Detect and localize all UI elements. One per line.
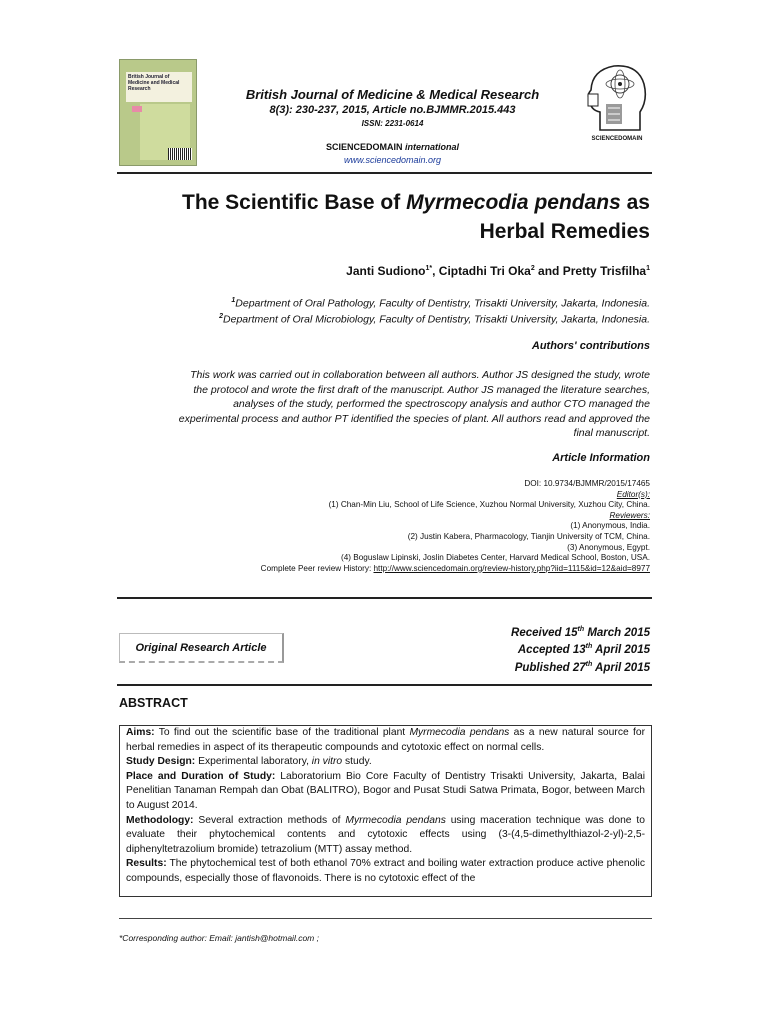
cover-title: British Journal of Medicine and Medical Research — [128, 74, 180, 92]
journal-cover-thumbnail — [119, 59, 197, 166]
reviewers-label: Reviewers: — [609, 510, 650, 520]
reviewer: (1) Anonymous, India. — [570, 521, 650, 531]
barcode-icon — [168, 148, 192, 160]
header-rule — [117, 172, 652, 174]
abstract-place: Place and Duration of Study: Laboratorium Bio Core Faculty of Dentistry Trisakti University, Jakarta, Balai Penelitian Tanaman Rempah dan Obat (BALITRO), Bogor and Pusat Studi Satwa Primata, Bogor, between March to August 2014. — [126, 770, 645, 811]
abstract-heading: ABSTRACT — [119, 696, 188, 710]
accepted-date: Accepted 13th April 2015 — [517, 643, 650, 657]
dates-rule — [117, 684, 652, 686]
review-history-link[interactable]: http://www.sciencedomain.org/review-history.php?iid=1115&id=12&aid=8977 — [373, 563, 650, 573]
doi: DOI: 10.9734/BJMMR/2015/17465 — [524, 479, 650, 488]
author-name: Janti Sudiono — [346, 264, 426, 278]
publisher-website-link[interactable]: www.sciencedomain.org — [343, 155, 442, 165]
received-date: Received 15th March 2015 — [511, 626, 650, 639]
abstract-results: Results: The phytochemical test of both ethanol 70% extract and boiling water extraction produce active phenolic compounds, especially those of flavonoids. There is no cytotoxic effect of the — [126, 858, 645, 884]
article-info-block: DOI: 10.9734/BJMMR/2015/17465 Editor(s): (1) Chan-Min Liu, School of Life Science, Xuzhou Normal University, Xuzhou City, China. Reviewers: (1) Anonymous, India. (2) Justin Kabera, Pharmacology, Tianjin University of TCM, China. (3) Anonymous, Egypt. (4) Boguslaw Lipinski, Joslin Diabetes Center, Harvard Medical School, Boston, USA. Complete Peer review History: http://www.sciencedomain.org/review-history.php?iid=1115&id=12&aid=8977 — [260, 479, 650, 573]
article-info-heading: Article Information — [552, 452, 650, 464]
journal-issn: ISSN: 2231-0614 — [361, 119, 424, 128]
publication-dates — [511, 623, 650, 675]
abstract-methodology: Methodology: Several extraction methods of Myrmecodia pendans using maceration technique was done to evaluate their phytochemical contents and cytotoxic effects using (3-(4,5-dimethylthiazol-2-yl)-2,5-diphenyltetrazolium bromide) tetrazolium (MTT) assay method. — [126, 814, 645, 855]
contributions-text: This work was carried out in collaboration between all authors. Author JS designed the study, wrote the protocol and wrote the first draft of the manuscript. Author JS managed the literature searches, analyses of the study, performed the spectroscopy analysis and author CTO managed the experimental process and author PT identified the species of plant. All authors read and approved the final manuscript. — [178, 369, 650, 439]
abstract-aims: Aims: To find out the scientific base of the traditional plant Myrmecodia pendans as a new natural source for herbal remedies in aspect of its therapeutic compounds and cytotoxic effect on normal cells. — [126, 727, 646, 753]
corresponding-author-footnote: *Corresponding author: Email: jantish@hotmail.com ; — [119, 933, 319, 943]
affiliation: $^2$Department of Oral Microbiology, Faculty of Dentistry, Trisakti University, Jakarta, Indonesia. — [219, 313, 650, 326]
publisher-name: SCIENCEDOMAIN international — [325, 142, 460, 152]
published-date: Published 27th April 2015 — [514, 660, 650, 674]
contributions-heading: Authors' contributions — [531, 340, 650, 352]
journal-volume: 8(3): 230-237, 2015, Article no.BJMMR.2015.443 — [269, 104, 516, 116]
affiliation: $^1$Department of Oral Pathology, Faculty of Dentistry, Trisakti University, Jakarta, Indonesia. — [231, 297, 650, 310]
editor: (1) Chan-Min Liu, School of Life Science, Xuzhou Normal University, Xuzhou City, China. — [328, 500, 650, 510]
sciencedomain-head-logo-icon — [582, 60, 652, 140]
editor-label: Editor(s): — [616, 489, 650, 499]
reviewer: (4) Boguslaw Lipinski, Joslin Diabetes Center, Harvard Medical School, Boston, USA. — [341, 553, 650, 563]
author-list: Janti Sudiono$^{1*}$, Ciptadhi Tri Oka$^2$ and Pretty Trisfilha$^1$ — [346, 264, 650, 278]
abstract-box — [119, 725, 652, 897]
author-name: , Ciptadhi Tri Oka — [432, 264, 531, 278]
footnote-rule — [119, 918, 652, 919]
abstract-design: Study Design: Experimental laboratory, in vitro study. — [126, 756, 372, 768]
reviewer: (2) Justin Kabera, Pharmacology, Tianjin University of TCM, China. — [407, 531, 650, 541]
journal-name: British Journal of Medicine & Medical Research — [245, 87, 540, 102]
info-rule — [117, 597, 652, 599]
article-type-badge: Original Research Article — [119, 633, 284, 663]
author-name: and Pretty Trisfilha — [534, 264, 647, 278]
logo-text: SCIENCEDOMAIN — [591, 136, 643, 142]
reviewer: (3) Anonymous, Egypt. — [567, 542, 650, 552]
paper-title: The Scientific Base of Myrmecodia pendans as Herbal Remedies — [182, 191, 650, 243]
